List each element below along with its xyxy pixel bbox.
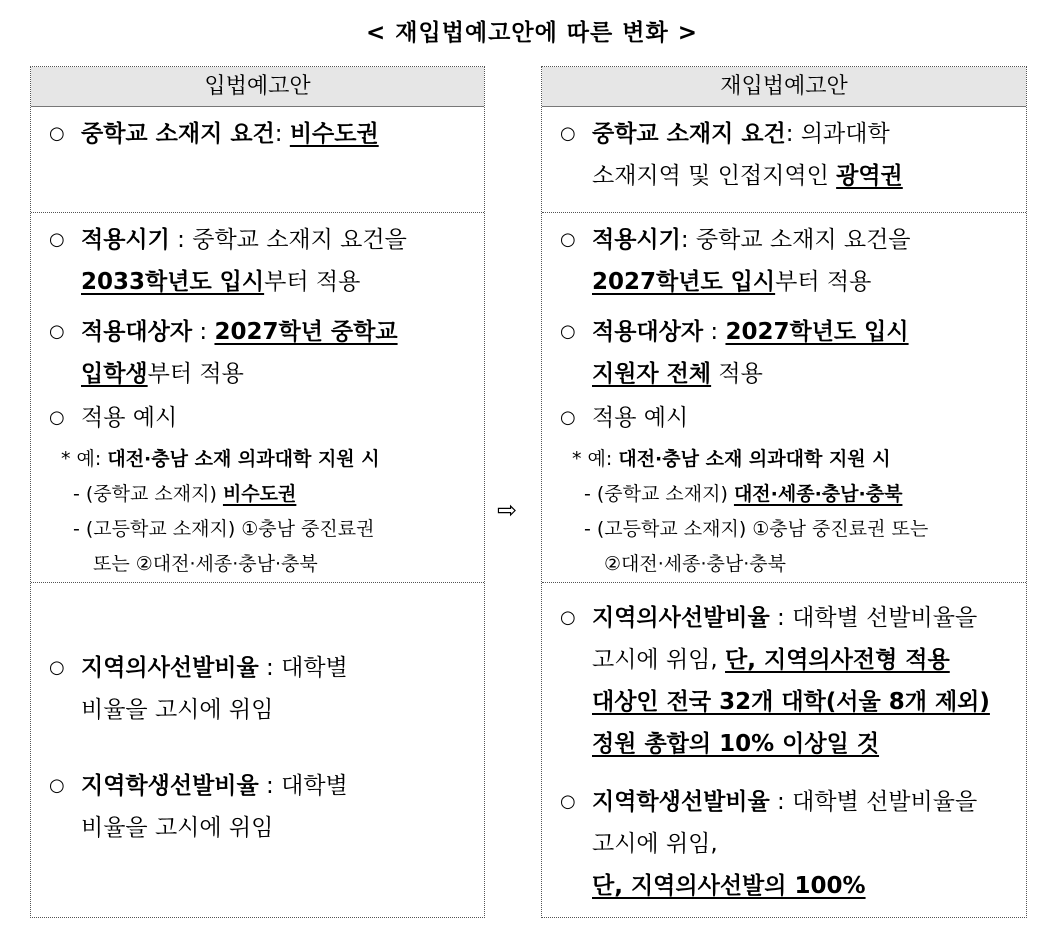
right-target-suffix: 적용	[711, 361, 763, 387]
bullet: ○	[49, 321, 65, 342]
left-target-value2: 입학생	[81, 361, 148, 387]
right-section-location	[542, 107, 1026, 213]
right-location-text1: 의과대학	[793, 121, 890, 147]
bullet: ○	[49, 123, 65, 144]
colon: :	[192, 319, 215, 345]
right-stu-ratio-text1: : 대학별 선발비율을	[769, 789, 978, 815]
page-title: < 재입법예고안에 따른 변화 >	[366, 20, 698, 46]
left-doc-ratio-text2: 비율을 고시에 위임	[81, 697, 274, 723]
right-section-timing	[542, 213, 1026, 583]
right-stu-ratio-bold: 단, 지역의사선발의 100%	[592, 873, 866, 899]
bullet: ○	[560, 321, 576, 342]
right-target-label: 적용대상자	[592, 319, 704, 345]
example-prefix: * 예:	[572, 448, 619, 470]
left-target-value1: 2027학년 중학교	[214, 319, 398, 345]
left-header: 입법예고안	[31, 67, 484, 107]
left-example-middle-value: 비수도권	[222, 483, 297, 505]
colon: :	[703, 319, 726, 345]
example-prefix: * 예:	[61, 448, 108, 470]
bullet: ○	[560, 229, 576, 250]
right-section-ratio	[542, 583, 1026, 917]
left-location-value: 비수도권	[289, 121, 379, 147]
right-doc-ratio-text2: 고시에 위임,	[592, 647, 726, 673]
right-doc-ratio-bold1: 단, 지역의사전형 적용	[725, 647, 950, 673]
colon: :	[785, 121, 794, 147]
bullet: ○	[49, 229, 65, 250]
bullet: ○	[560, 123, 576, 144]
right-location-value: 광역권	[836, 163, 903, 189]
left-example-high-line2: 또는 ②대전·세종·충남·충북	[93, 553, 318, 575]
bullet: ○	[560, 791, 576, 812]
right-doc-ratio-bold3: 정원 총합의 10% 이상일 것	[592, 731, 880, 757]
left-doc-ratio-text1: : 대학별	[258, 655, 348, 681]
right-doc-ratio-label: 지역의사선발비율	[592, 605, 770, 631]
colon: :	[274, 121, 283, 147]
left-doc-ratio-label: 지역의사선발비율	[81, 655, 259, 681]
right-example-high-line1: - (고등학교 소재지) ①충남 중진료권 또는	[584, 518, 929, 540]
left-section-timing	[31, 213, 484, 583]
right-stu-ratio-text2: 고시에 위임,	[592, 831, 718, 857]
bullet: ○	[49, 775, 65, 796]
right-example-middle-label: - (중학교 소재지)	[584, 483, 734, 505]
left-stu-ratio-label: 지역학생선발비율	[81, 773, 259, 799]
bullet: ○	[49, 657, 65, 678]
right-timing-text: : 중학교 소재지 요건을	[680, 227, 911, 253]
left-example-case: 대전·충남 소재 의과대학 지원 시	[107, 448, 380, 470]
right-stu-ratio-label: 지역학생선발비율	[592, 789, 770, 815]
left-panel	[30, 66, 485, 918]
right-header: 재입법예고안	[542, 67, 1026, 107]
bullet: ○	[49, 407, 65, 428]
arrow-right-icon: ⇨	[497, 496, 518, 524]
right-example-case: 대전·충남 소재 의과대학 지원 시	[618, 448, 891, 470]
left-timing-value: 2033학년도 입시	[81, 269, 265, 295]
left-example-high-line1: - (고등학교 소재지) ①충남 중진료권	[73, 518, 375, 540]
bullet: ○	[560, 407, 576, 428]
left-section-location	[31, 107, 484, 213]
right-location-label: 중학교 소재지 요건	[592, 121, 786, 147]
right-target-value2: 지원자 전체	[592, 361, 712, 387]
left-target-label: 적용대상자	[81, 319, 193, 345]
bullet: ○	[560, 607, 576, 628]
right-timing-value: 2027학년도 입시	[592, 269, 776, 295]
left-stu-ratio-text1: : 대학별	[258, 773, 348, 799]
right-panel	[541, 66, 1027, 918]
right-example-middle-value: 대전·세종·충남·충북	[733, 483, 903, 505]
right-timing-label: 적용시기	[592, 227, 681, 253]
left-example-middle-label: - (중학교 소재지)	[73, 483, 223, 505]
right-example-label: 적용 예시	[592, 405, 689, 431]
left-example-label: 적용 예시	[81, 405, 178, 431]
left-target-suffix: 부터 적용	[147, 361, 244, 387]
left-stu-ratio-text2: 비율을 고시에 위임	[81, 815, 274, 841]
left-section-ratio	[31, 583, 484, 917]
left-location-label: 중학교 소재지 요건	[81, 121, 275, 147]
left-timing-suffix: 부터 적용	[264, 269, 361, 295]
right-timing-suffix: 부터 적용	[775, 269, 872, 295]
right-location-text2: 소재지역 및 인접지역인	[592, 163, 837, 189]
right-example-high-line2: ②대전·세종·충남·충북	[604, 553, 786, 575]
right-doc-ratio-bold2: 대상인 전국 32개 대학(서울 8개 제외)	[592, 689, 990, 715]
left-timing-label: 적용시기	[81, 227, 170, 253]
right-doc-ratio-text1: : 대학별 선발비율을	[769, 605, 978, 631]
right-target-value1: 2027학년도 입시	[725, 319, 909, 345]
left-timing-text: : 중학교 소재지 요건을	[169, 227, 407, 253]
